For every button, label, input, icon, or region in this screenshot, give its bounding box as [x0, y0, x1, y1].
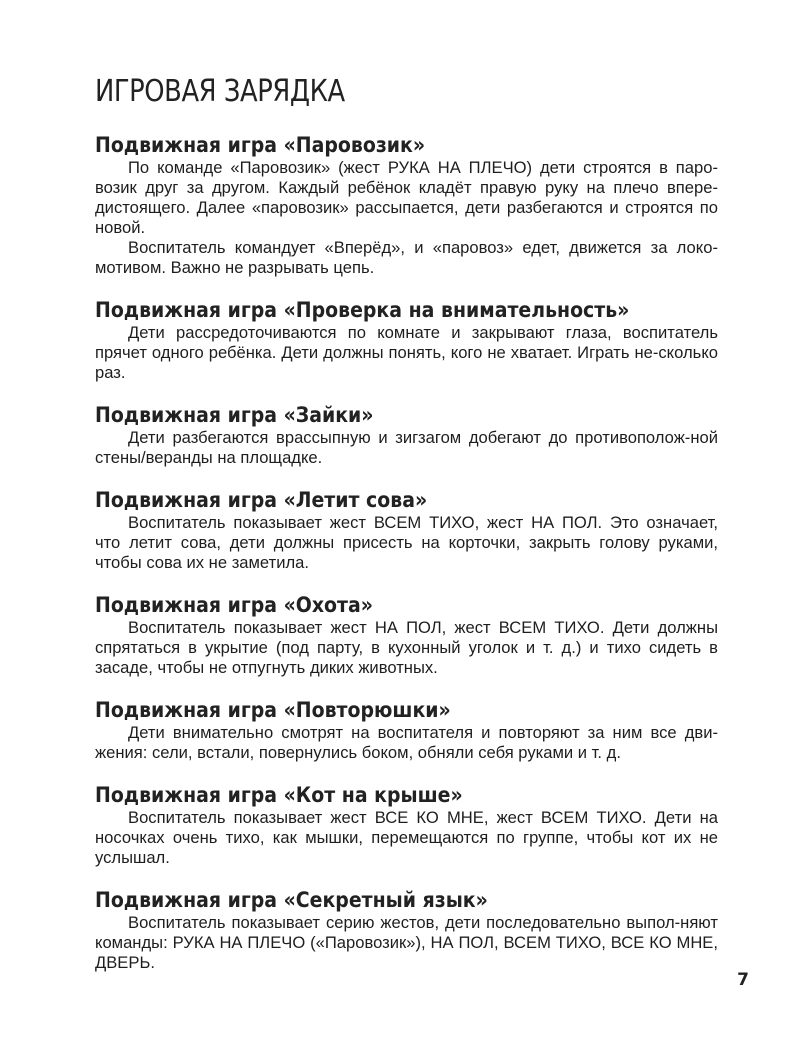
- section-povtoryushki: [95, 697, 718, 763]
- page-number: 7: [737, 970, 749, 990]
- section-title: Подвижная игра «Кот на крыше»: [95, 783, 463, 807]
- section-paragraph: Воспитатель показывает жест НА ПОЛ, жест ВСЕМ ТИХО. Дети должны спрятаться в укрытие (под парту, в кухонный уголок и т. д.) и тихо сидеть в засаде, чтобы не отпугнуть диких животных.: [95, 618, 718, 677]
- page-content: [95, 70, 718, 992]
- section-zaiki: [95, 402, 718, 468]
- section-title: Подвижная игра «Повторюшки»: [95, 698, 451, 722]
- section-sekretny-yazyk: [95, 887, 718, 973]
- section-title: Подвижная игра «Охота»: [95, 593, 373, 617]
- section-title: Подвижная игра «Летит сова»: [95, 488, 428, 512]
- section-paragraph: Дети внимательно смотрят на воспитателя и повторяют за ним все дви-жения: сели, встали, повернулись боком, обняли себя руками и т. д.: [95, 723, 718, 762]
- section-kot-na-kryshe: [95, 782, 718, 868]
- section-paragraph: Воспитатель показывает серию жестов, дети последовательно выпол-няют команды: РУКА НА ПЛЕЧО («Паровозик»), НА ПОЛ, ВСЕМ ТИХО, ВСЕ КО МНЕ, ДВЕРЬ.: [95, 913, 718, 972]
- section-title: Подвижная игра «Зайки»: [95, 403, 374, 427]
- section-letit-sova: [95, 487, 718, 573]
- section-okhota: [95, 592, 718, 678]
- page-title: ИГРОВАЯ ЗАРЯДКА: [95, 74, 345, 109]
- section-attention-check: [95, 297, 718, 383]
- section-parovozik: [95, 132, 718, 278]
- section-paragraph: По команде «Паровозик» (жест РУКА НА ПЛЕЧО) дети строятся в паро-возик друг за другом. Каждый ребёнок кладёт правую руку на плечо впере-дистоящего. Далее «паровозик» рассыпается, дети разбегаются и строятся по новой.: [95, 158, 718, 237]
- section-title: Подвижная игра «Паровозик»: [95, 133, 426, 157]
- section-paragraph: Воспитатель показывает жест ВСЕМ ТИХО, жест НА ПОЛ. Это означает, что летит сова, дети должны присесть на корточки, закрыть голову руками, чтобы сова их не заметила.: [95, 513, 718, 572]
- section-paragraph: Воспитатель командует «Вперёд», и «паровоз» едет, движется за локо-мотивом. Важно не разрывать цепь.: [95, 238, 718, 277]
- section-title: Подвижная игра «Проверка на внимательность»: [95, 298, 630, 322]
- section-paragraph: Дети разбегаются врассыпную и зигзагом добегают до противополож-ной стены/веранды на площадке.: [95, 428, 718, 467]
- section-paragraph: Воспитатель показывает жест ВСЕ КО МНЕ, жест ВСЕМ ТИХО. Дети на носочках очень тихо, как мышки, перемещаются по группе, чтобы кот их не услышал.: [95, 808, 718, 867]
- section-title: Подвижная игра «Секретный язык»: [95, 888, 488, 912]
- section-paragraph: Дети рассредоточиваются по комнате и закрывают глаза, воспитатель прячет одного ребёнка. Дети должны понять, кого не хватает. Играть не-сколько раз.: [95, 323, 718, 382]
